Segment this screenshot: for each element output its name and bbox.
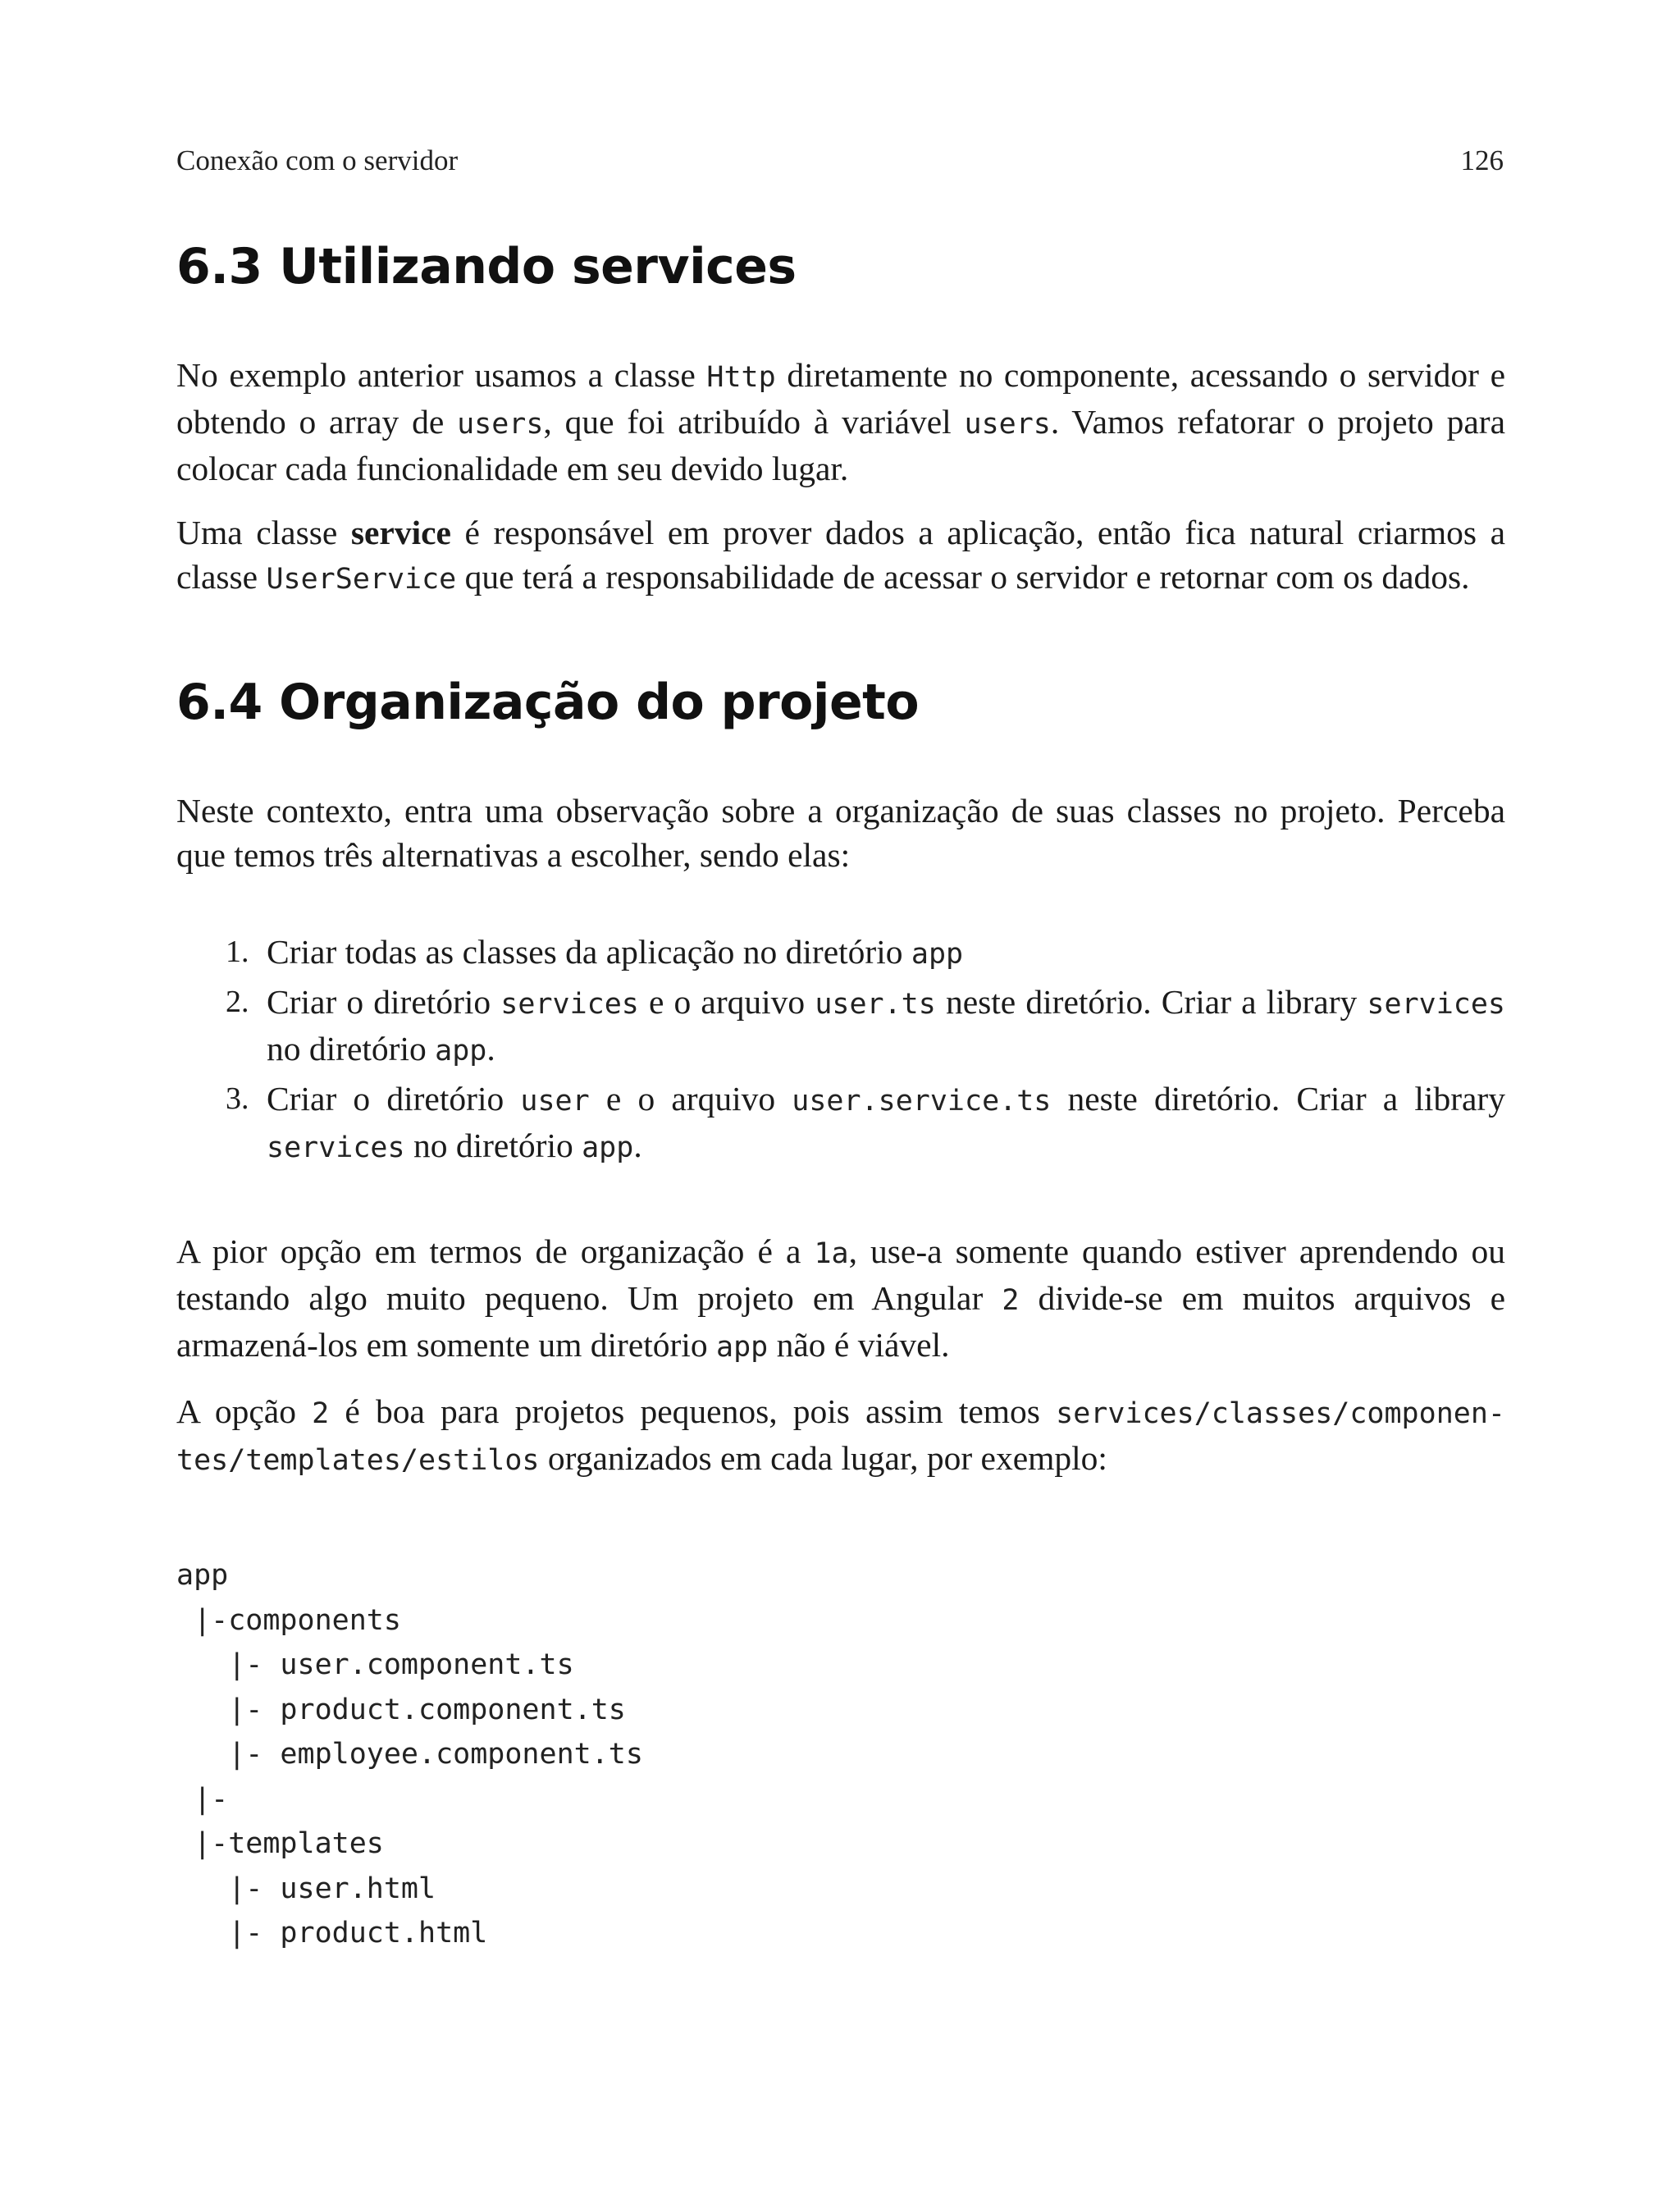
- code-line: |-components: [176, 1603, 401, 1637]
- paragraph-context: Neste contexto, entra uma observação sobre a organização de suas classes no projeto. Perceba que temos três alternativas a escolher, sendo elas:: [176, 792, 1505, 874]
- section-heading-6-4: 6.4 Organização do projeto: [176, 674, 920, 731]
- inline-code: users: [457, 408, 544, 441]
- inline-code: UserService: [266, 563, 457, 596]
- code-block-directory-tree: [176, 1553, 1505, 1956]
- page-content: [176, 238, 1505, 1956]
- inline-code: users: [964, 408, 1051, 441]
- code-line: |-: [176, 1782, 229, 1816]
- code-line: |- user.component.ts: [176, 1648, 574, 1681]
- code-line: |- product.html: [176, 1917, 488, 1950]
- code-line: |- product.component.ts: [176, 1693, 626, 1726]
- inline-code: Http: [706, 361, 776, 394]
- list-item: 2. Criar o diretório services e o arquivo user.ts neste diretório. Criar a library services no diretório app.: [226, 983, 1505, 1067]
- paragraph-service-class: Uma classe service é responsável em prover dados a aplicação, então fica natural criarmos a classe UserService que terá a responsabilidade de acessar o servidor e retornar com os dados.: [176, 514, 1506, 596]
- code-line: app: [176, 1559, 229, 1592]
- paragraph-http-refactor: No exemplo anterior usamos a classe Http diretamente no componente, acessando o servidor e obtendo o array de users, que foi atribuído à variável users. Vamos refatorar o projeto para colocar cada funcionalidade em seu devido lugar.: [176, 356, 1506, 487]
- page-number: 126: [1460, 144, 1504, 176]
- list-item: 1. Criar todas as classes da aplicação no diretório app: [226, 933, 964, 971]
- paragraph-worst-option: A pior opção em termos de organização é a 1a, use-a somente quando estiver aprendendo ou testando algo muito pequeno. Um projeto em Angular 2 divide-se em muitos arquivos e armazená-los em somente um diretório app não é viável.: [176, 1232, 1505, 1364]
- bold-term: service: [350, 514, 451, 551]
- chapter-title: Conexão com o servidor: [176, 144, 459, 176]
- code-line: |- user.html: [176, 1872, 436, 1905]
- code-line: |- employee.component.ts: [176, 1738, 643, 1771]
- running-header: [176, 144, 1504, 177]
- list-item: 3. Criar o diretório user e o arquivo user.service.ts neste diretório. Criar a library services no diretório app.: [226, 1080, 1505, 1164]
- section-heading-6-3: 6.3 Utilizando services: [176, 238, 797, 295]
- paragraph-option-two: A opção 2 é boa para projetos pequenos, pois assim temos services/classes/componen-tes/templates/estilos organizados em cada lugar, por exemplo:: [176, 1392, 1505, 1477]
- code-line: |-templates: [176, 1827, 384, 1860]
- alternatives-list: [176, 930, 1505, 1170]
